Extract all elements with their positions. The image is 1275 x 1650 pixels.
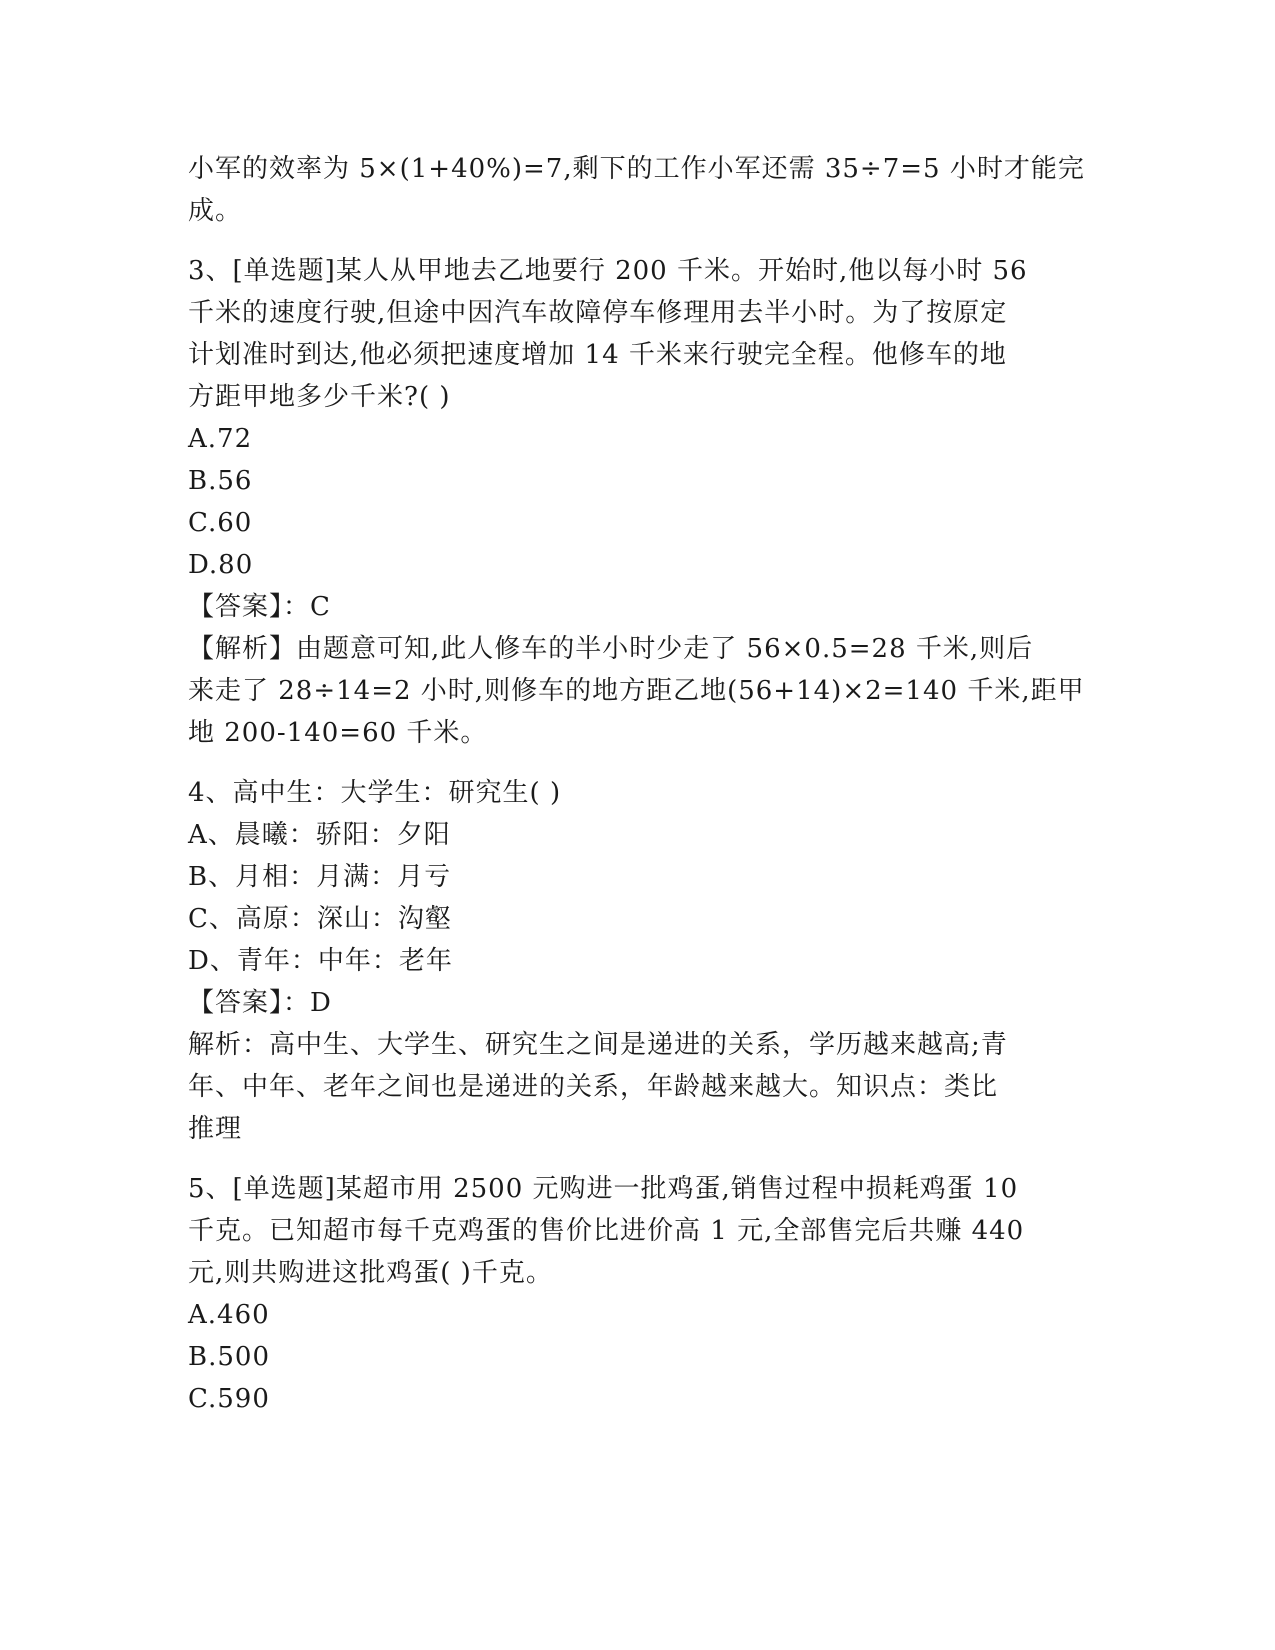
option-d: D、青年：中年：老年 bbox=[188, 946, 453, 976]
explanation: 地 200-140=60 千米。 bbox=[188, 718, 488, 748]
option-b: B、月相：月满：月亏 bbox=[188, 862, 452, 892]
option-b: B.56 bbox=[188, 466, 253, 496]
question-text: 元,则共购进这批鸡蛋( )千克。 bbox=[188, 1258, 553, 1288]
explanation: 解析：高中生、大学生、研究生之间是递进的关系，学历越来越高;青 bbox=[188, 1030, 1008, 1060]
option-c: C.590 bbox=[188, 1384, 270, 1414]
explanation: 来走了 28÷14=2 小时,则修车的地方距乙地(56+14)×2=140 千米,距甲 bbox=[188, 676, 1085, 706]
option-a: A.460 bbox=[188, 1300, 270, 1330]
option-a: A.72 bbox=[188, 424, 253, 454]
text-line: 成。 bbox=[188, 196, 243, 226]
question-5 bbox=[188, 1168, 1088, 1420]
question-text: 5、[单选题]某超市用 2500 元购进一批鸡蛋,销售过程中损耗鸡蛋 10 bbox=[188, 1174, 1019, 1204]
question-text: 4、高中生：大学生：研究生( ) bbox=[188, 778, 562, 808]
option-c: C.60 bbox=[188, 508, 253, 538]
previous-explanation bbox=[188, 148, 1088, 232]
question-text: 千克。已知超市每千克鸡蛋的售价比进价高 1 元,全部售完后共赚 440 bbox=[188, 1216, 1025, 1246]
question-3 bbox=[188, 250, 1088, 754]
question-text: 方距甲地多少千米?( ) bbox=[188, 382, 451, 412]
explanation: 年、中年、老年之间也是递进的关系，年龄越来越大。知识点：类比 bbox=[188, 1072, 999, 1102]
option-b: B.500 bbox=[188, 1342, 270, 1372]
text-line: 小军的效率为 5×(1+40%)=7,剩下的工作小军还需 35÷7=5 小时才能完 bbox=[188, 154, 1085, 184]
question-text: 3、[单选题]某人从甲地去乙地要行 200 千米。开始时,他以每小时 56 bbox=[188, 256, 1028, 286]
question-text: 计划准时到达,他必须把速度增加 14 千米来行驶完全程。他修车的地 bbox=[188, 340, 1007, 370]
explanation: 推理 bbox=[188, 1114, 243, 1144]
question-4 bbox=[188, 772, 1088, 1150]
document-page bbox=[188, 148, 1088, 1420]
explanation: 【解析】由题意可知,此人修车的半小时少走了 56×0.5=28 千米,则后 bbox=[188, 634, 1034, 664]
option-a: A、晨曦：骄阳：夕阳 bbox=[188, 820, 451, 850]
answer: 【答案】：D bbox=[188, 988, 332, 1018]
answer: 【答案】：C bbox=[188, 592, 331, 622]
option-c: C、高原：深山：沟壑 bbox=[188, 904, 452, 934]
question-text: 千米的速度行驶,但途中因汽车故障停车修理用去半小时。为了按原定 bbox=[188, 298, 1008, 328]
option-d: D.80 bbox=[188, 550, 254, 580]
